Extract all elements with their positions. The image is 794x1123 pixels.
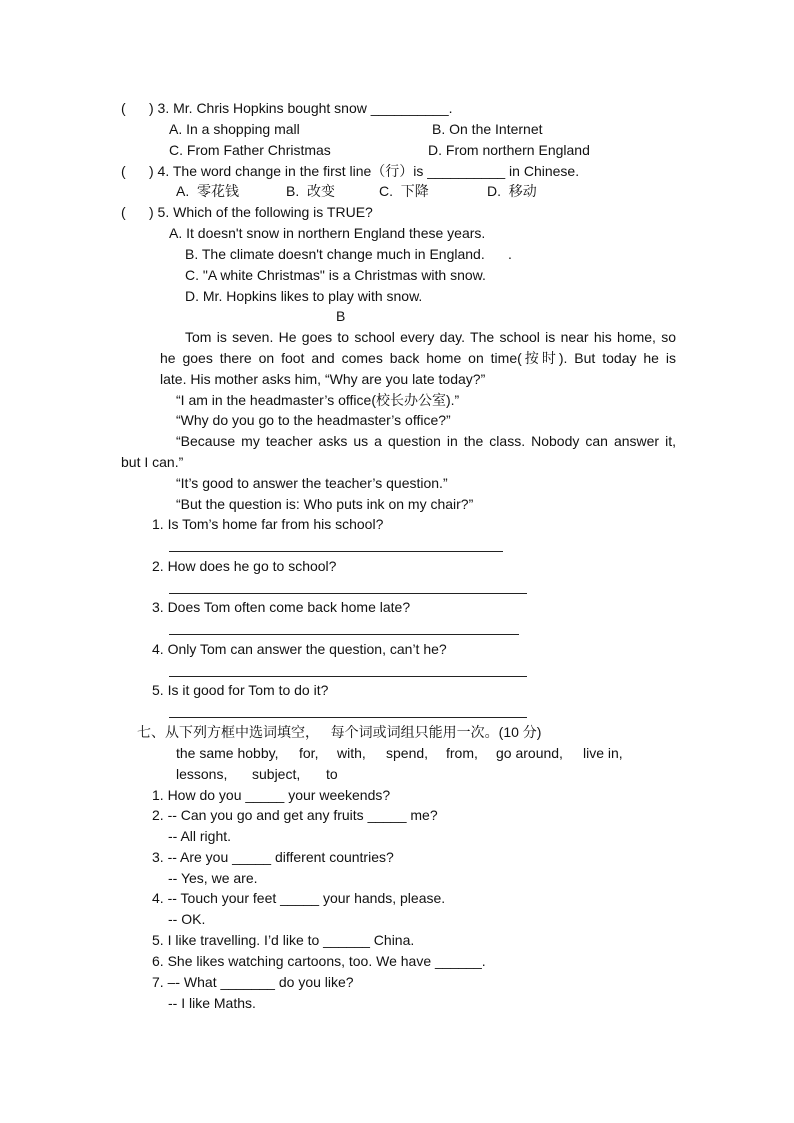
- fill-blank-item: 5. I like travelling. I’d like to ______ China.: [152, 932, 415, 948]
- word-bank-item: from,: [446, 745, 478, 761]
- passage-line: late. His mother asks him, “Why are you late today?”: [160, 371, 486, 387]
- fill-blank-response: -- Yes, we are.: [168, 870, 258, 886]
- word-bank-item: for,: [299, 745, 319, 761]
- comprehension-question: 2. How does he go to school?: [152, 558, 337, 574]
- passage-line: but I can.”: [121, 454, 184, 470]
- passage-line: “But the question is: Who puts ink on my chair?”: [176, 496, 474, 512]
- section-7-title: 七、从下列方框中选词填空， 每个词或词组只能用一次。(10 分): [137, 724, 542, 740]
- fill-blank-item: 6. She likes watching cartoons, too. We have ______.: [152, 953, 486, 969]
- question-4-option-a: A. 零花钱: [176, 183, 240, 199]
- passage-line: “Why do you go to the headmaster’s office?”: [176, 412, 451, 428]
- passage-heading: B: [336, 308, 346, 324]
- fill-blank-item: 4. -- Touch your feet _____ your hands, please.: [152, 890, 446, 906]
- fill-blank-response: -- I like Maths.: [168, 995, 256, 1011]
- word-bank-item: with,: [337, 745, 366, 761]
- word-bank-item: subject,: [252, 766, 301, 782]
- word-bank-item: go around,: [496, 745, 563, 761]
- question-3-option-d: D. From northern England: [428, 142, 590, 158]
- answer-line[interactable]: [169, 717, 527, 718]
- question-5-option-a: A. It doesn't snow in northern England these years.: [169, 225, 486, 241]
- question-5-option-b: B. The climate doesn't change much in England. .: [185, 246, 512, 262]
- answer-line[interactable]: [169, 676, 527, 677]
- fill-blank-item: 2. -- Can you go and get any fruits _____ me?: [152, 807, 438, 823]
- question-5-option-c: C. "A white Christmas" is a Christmas with snow.: [185, 267, 486, 283]
- word-bank-item: spend,: [386, 745, 429, 761]
- comprehension-question: 1. Is Tom’s home far from his school?: [152, 516, 384, 532]
- word-bank-item: the same hobby,: [176, 745, 279, 761]
- fill-blank-item: 3. -- Are you _____ different countries?: [152, 849, 394, 865]
- word-bank-item: live in,: [583, 745, 623, 761]
- question-3-stem: ( ) 3. Mr. Chris Hopkins bought snow __________.: [121, 100, 453, 116]
- fill-blank-item: 1. How do you _____ your weekends?: [152, 787, 391, 803]
- passage-line: Tom is seven. He goes to school every day. The school is near his home, so: [185, 329, 676, 345]
- passage-line: “I am in the headmaster’s office(校长办公室).”: [176, 392, 460, 408]
- fill-blank-response: -- All right.: [168, 828, 232, 844]
- question-5-option-d: D. Mr. Hopkins likes to play with snow.: [185, 288, 423, 304]
- fill-blank-item: 7. –- What _______ do you like?: [152, 974, 354, 990]
- question-4-option-d: D. 移动: [487, 183, 537, 199]
- question-5-stem: ( ) 5. Which of the following is TRUE?: [121, 204, 373, 220]
- word-bank-item: to: [326, 766, 338, 782]
- comprehension-question: 4. Only Tom can answer the question, can’t he?: [152, 641, 447, 657]
- question-3-option-b: B. On the Internet: [432, 121, 543, 137]
- answer-line[interactable]: [169, 551, 503, 552]
- passage-line: “It’s good to answer the teacher’s question.”: [176, 475, 448, 491]
- passage-line: “Because my teacher asks us a question in the class. Nobody can answer it,: [176, 433, 676, 449]
- question-3-option-a: A. In a shopping mall: [169, 121, 300, 137]
- question-4-option-b: B. 改变: [286, 183, 336, 199]
- question-4-stem: ( ) 4. The word change in the first line（行）is __________ in Chinese.: [121, 163, 580, 179]
- answer-line[interactable]: [169, 593, 527, 594]
- passage-line: he goes there on foot and comes back home on time(按时). But today he is: [160, 350, 676, 366]
- fill-blank-response: -- OK.: [168, 911, 206, 927]
- answer-line[interactable]: [169, 634, 519, 635]
- comprehension-question: 5. Is it good for Tom to do it?: [152, 682, 329, 698]
- question-4-option-c: C. 下降: [379, 183, 429, 199]
- word-bank-item: lessons,: [176, 766, 228, 782]
- question-3-option-c: C. From Father Christmas: [169, 142, 331, 158]
- comprehension-question: 3. Does Tom often come back home late?: [152, 599, 411, 615]
